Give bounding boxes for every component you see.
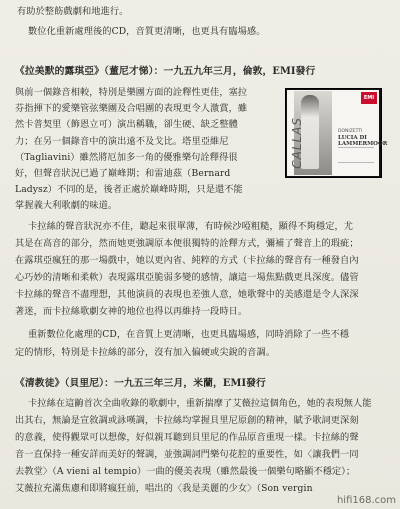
text-line: 艾薇拉充滿焦慮和即將瘋狂前，唱出的〈我是美麗的少女〉（Son vergin	[15, 483, 313, 494]
text-line: 與前一個錄音相較，特別是樂團方面的詮釋性更佳，塞拉	[15, 87, 248, 98]
section-heading-lucia: 《拉美默的露琪亞》（董尼才悌）：一九五九年三月，倫敦，EMI發行	[15, 66, 316, 77]
text-line: 掌握義大利歌劇的味道。	[15, 200, 118, 211]
text-line: 的意義，使得觀眾可以想像，好似親耳聽到貝里尼的作品原音重現一樣。卡拉絲的聲	[15, 432, 359, 443]
cover-composer: DONIZETTI	[338, 129, 363, 134]
text-line: 定的情形，特別是卡拉絲的部分，沒有加入偏硬或尖銳的音調。	[15, 347, 276, 358]
text-line: 心巧妙的清晰和柔軟）表現露琪亞脆弱多變的感情，讓這一場焦點戲更具深度。儘管	[15, 272, 359, 283]
text-line: 出其右，無論是宣敘調或詠嘆調，卡拉絲均掌握貝里尼原創的精神，賦予歌詞更深刻	[15, 415, 359, 426]
cover-divider	[338, 147, 374, 163]
text-line: Ladysz）不同的是，後者正處於巔峰時期，只是還不能	[15, 184, 243, 195]
text-line: 卡拉絲的聲音狀況亦不佳，聽起來很單薄，有時候沙啞粗糙，顯得不夠穩定，尤	[28, 221, 354, 232]
text-line: 力；在另一個錄音中的演出遠不及戈比。塔里亞維尼	[15, 136, 229, 147]
text-line: 然卡普契里（飾恩立可）演出稱職，卻生硬、缺乏整體	[15, 119, 238, 130]
cover-title: LUCIA DI LAMMERMOOR	[338, 135, 388, 147]
site-watermark: hifi168.com	[336, 495, 396, 506]
text-line: （Tagliavini）雖然將厄加多一角的優雅樂句詮釋得很	[15, 152, 238, 163]
text-line: 有助於整飭戲劇和地進行。	[17, 6, 129, 17]
text-line: 卡拉絲的聲音不盡理想，其他演員的表現也差強人意，她歌聲中的美感還是令人深深	[15, 289, 359, 300]
text-line: 重新數位化處理的CD，在音質上更清晰，也更具臨場感，同時消除了一些不穩	[28, 329, 350, 340]
text-line: 著迷，而卡拉絲歌劇女神的地位也得以再維持一段時日。	[15, 306, 248, 317]
album-cover-image	[285, 88, 388, 178]
text-line: 芬指揮下的愛樂管弦樂團及合唱團的表現更令人激賞，雖	[15, 103, 248, 114]
text-line: 卡拉絲在這齣首次全曲收錄的歌劇中，重新揣摩了艾薇拉這個角色，她的表現無人能	[28, 398, 372, 409]
text-line: 數位化重新處理後的CD，音質更清晰，也更具有臨場感。	[28, 26, 266, 37]
section-heading-puritani: 《清教徒》（貝里尼）：一九五三年三月，米蘭，EMI發行	[15, 378, 266, 389]
text-line: 去教堂〉（A vieni al tempio）一曲的優美表現（雖然最後一個樂句略顯不穩定）；	[15, 466, 356, 477]
cover-artist-name: CALLAS	[290, 117, 304, 169]
text-line: 在露琪亞瘋狂的那一場戲中，她以更內省、純粹的方式（卡拉絲的聲音有一種發自內	[15, 255, 359, 266]
emi-logo: EMI	[361, 92, 377, 104]
text-line: 其是在高音的部分，然而她更強調原本便很獨特的詮釋方式，彌補了聲音上的瑕疵；	[15, 238, 359, 249]
text-line: 好，但聲音狀況已過了巔峰期；和雷迪茲（Bernard	[15, 168, 231, 179]
text-line: 音一直保持一種安詳而美好的聲調，並強調詞門樂句花腔的重要性，如〈讓我們一同	[15, 449, 359, 460]
